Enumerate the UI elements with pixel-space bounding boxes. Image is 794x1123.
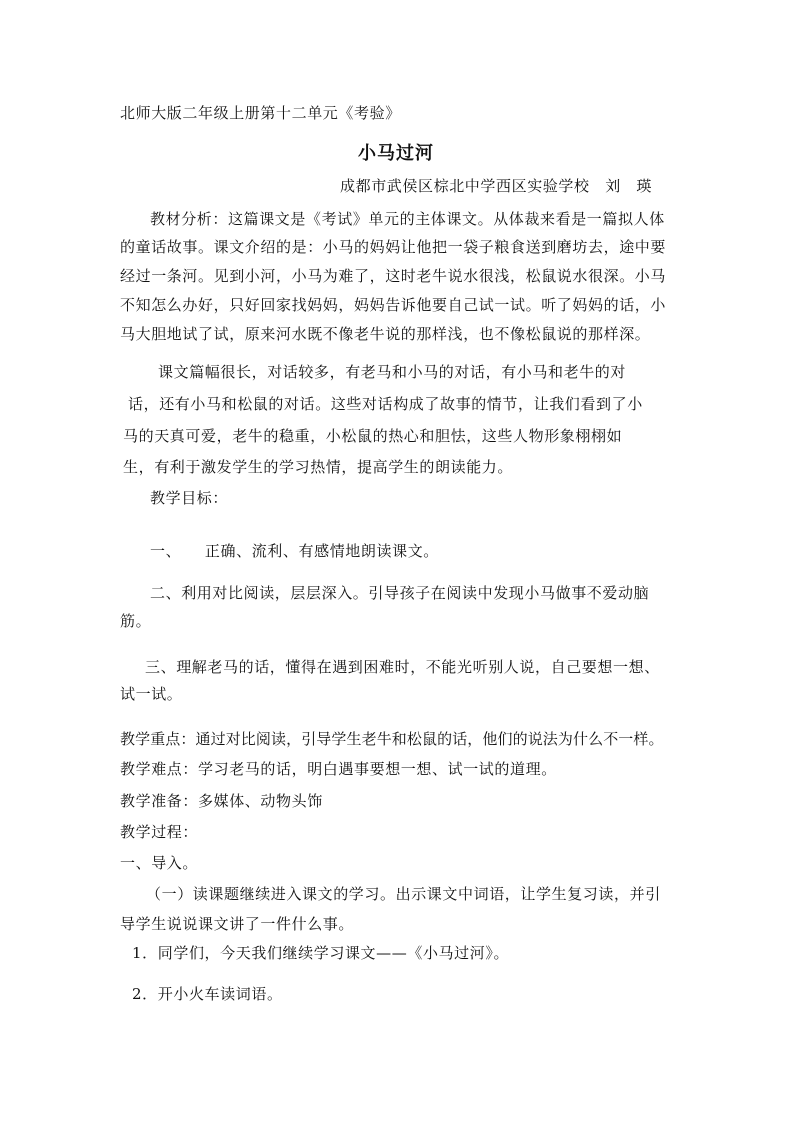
dialogue-line-4: 生，有利于激发学生的学习热情，提高学生的朗读能力。	[123, 458, 514, 476]
dialogue-line-2: 话，还有小马和松鼠的对话。这些对话构成了故事的情节，让我们看到了小	[128, 395, 643, 413]
analysis-line-1: 教材分析：这篇课文是《考试》单元的主体课文。从体裁来看是一篇拟人体	[150, 210, 665, 228]
goals-heading: 教学目标：	[150, 489, 229, 507]
item-2: 2．开小火车读词语。	[132, 985, 283, 1003]
goal-3-line-2: 试一试。	[120, 685, 183, 703]
analysis-line-2: 的童话故事。课文介绍的是：小马的妈妈让他把一袋子粮食送到磨坊去，途中要	[120, 238, 667, 256]
key-point: 教学重点：通过对比阅读，引导学生老牛和松鼠的话，他们的说法为什么不一样。	[120, 730, 664, 748]
analysis-line-3: 经过一条河。见到小河，小马为难了，这时老牛说水很浅，松鼠说水很深。小马	[120, 267, 667, 285]
series-heading: 北师大版二年级上册第十二单元《考验》	[120, 104, 401, 122]
difficulty: 教学难点：学习老马的话，明白遇事要想一想、试一试的道理。	[120, 760, 557, 778]
page-title: 小马过河	[358, 143, 434, 164]
item-1: 1．同学们，今天我们继续学习课文——《小马过河》。	[132, 944, 510, 962]
dialogue-line-3: 马的天真可爱，老牛的稳重，小松鼠的热心和胆怯，这些人物形象栩栩如	[123, 427, 623, 445]
goal-2-line-2: 筋。	[120, 612, 152, 630]
step-1-heading: 一、导入。	[120, 854, 199, 872]
author-line: 成都市武侯区棕北中学西区实验学校 刘 瑛	[340, 177, 653, 195]
analysis-line-4: 不知怎么办好，只好回家找妈妈，妈妈告诉他要自己试一试。听了妈妈的话，小	[120, 296, 667, 314]
sub-1-line-2: 导学生说说课文讲了一件什么事。	[120, 915, 355, 933]
goal-1: 一、 正确、流利、有感情地朗读课文。	[150, 542, 439, 560]
dialogue-line-1: 课文篇幅很长，对话较多，有老马和小马的对话，有小马和老牛的对	[158, 363, 627, 381]
sub-1-line-1: （一）读课题继续进入课文的学习。出示课文中词语，让学生复习读，并引	[146, 885, 661, 903]
goal-3-line-1: 三、理解老马的话，懂得在遇到困难时，不能光听别人说，自己要想一想、	[145, 658, 660, 676]
goal-2-line-1: 二、利用对比阅读，层层深入。引导孩子在阅读中发现小马做事不爱动脑	[150, 584, 650, 602]
process-heading: 教学过程：	[120, 823, 199, 841]
analysis-line-5: 马大胆地试了试，原来河水既不像老牛说的那样浅，也不像松鼠说的那样深。	[120, 325, 651, 343]
preparation: 教学准备：多媒体、动物头饰	[120, 792, 323, 810]
